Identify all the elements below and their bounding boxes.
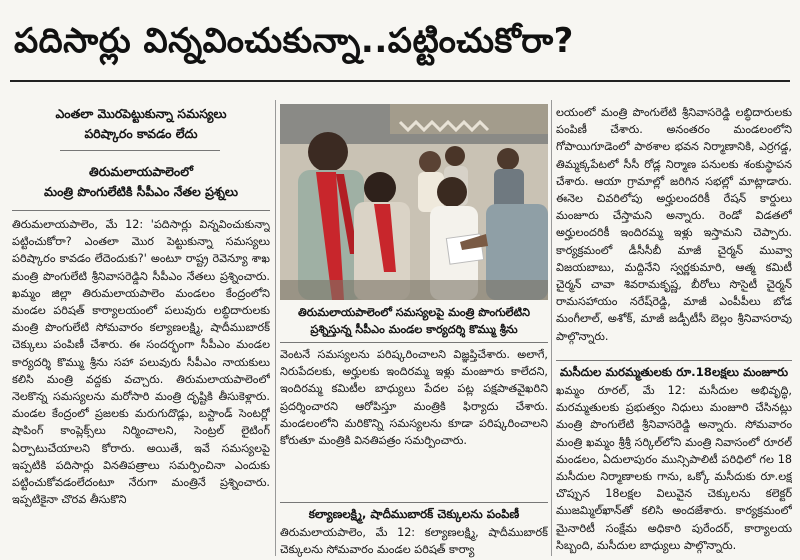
cheques-subhead: కల్యాణలక్ష్మి, షాదీముబారక్ చెక్కులను పంపిణీ [308,507,520,521]
subhead [12,162,270,202]
caption-line-1: తిరుమలాయపాలెంలో సమస్యలపై మంత్రి పొంగులేటిని [298,306,530,319]
right-subhead-rule [556,360,792,361]
column-rule-1 [275,100,276,556]
subhead-divider [12,210,270,211]
middle-body-text: వెంటనే సమస్యలను పరిష్కరించాలని విజ్ఞప్తిచేశారు. అలాగే, నిరుపేదలకు, అర్హులకు ఇందిరమ్మ ఇళ్లు మంజూరు కాలేదని, ఇందిరమ్మ కమిటీల బాధ్యులు పేదల పట్ల పక్షపాతవైఖరిని ప్రదర్శించారని ఆరోపిస్తూ మంత్రికి ఫిర్యాదు చేశారు. మండలంలోని మరికొన్ని సమస్యలను కూడా పరిష్కరించాలని కోరుతూ మంత్రికి వినతిపత్రం సమర్పించారు. [280,348,548,448]
headline: పదిసార్లు విన్నవించుకున్నా..పట్టించుకోరా? [14,21,574,61]
caption-divider [280,342,548,343]
middle-subhead-rule [280,502,548,503]
photo-caption [280,304,548,338]
left-body-text: తిరుమలాయపాలెం, మే 12: 'పదిసార్లు విన్నవించుకున్నా పట్టించుకోరా? ఎంతలా మొర పెట్టుకున్నా సమస్యలు పరిష్కారం కావడం లేదెందుకు?' అంటూ రాష్ట్ర రెవెన్యూ శాఖ మంత్రి పొంగులేటి శ్రీనివాసరెడ్డిని సీపీఎం నేతలు ప్రశ్నించారు. ఖమ్మం జిల్లా తిరుమలాయపాలెం మండలం కేంద్రంలోని మండల పరిషత్ కార్యాలయంలో పలువురు లబ్ధిదారులకు మంత్రి పొంగులేటి సోమవారం కల్యాణలక్ష్మి, షాదీముబారక్ చెక్కులు పంపిణీ చేశారు. ఈ సందర్భంగా సీపీఎం మండల కార్యదర్శి కొమ్ము శ్రీను సహా పలువురు సీపీఎం నాయకులు కలిసి మంత్రి వద్దకు వచ్చారు. తిరుమలాయపాలెంలో నెలకొన్న సమస్యలను మరోసారి మంత్రి దృష్టికి తీసుకెళ్లారు. మండల కేంద్రంలో ప్రజలకు మరుగుదొడ్లు, బస్టాండ్ సెంటర్లో షాపింగ్ కాంప్లెక్స్‌లు నిర్మించాలని, సెంట్రల్ లైటింగ్ ఏర్పాటుచేయాలని కోరారు. అయితే, ఇవే సమస్యలపై ఇప్పటికి పదిసార్లు వినతిపత్రాలు సమర్పించినా ఎందుకు పట్టించుకోవడంలేదంటూ నేరుగా మంత్రినే ప్రశ్నించారు. ఇప్పటికైనా చొరవ తీసుకొని [12,218,270,507]
middle-body-text-2: తిరుమలాయపాలెం, మే 12: కల్యాణలక్ష్మి, షాదీముబారక్ చెక్కులను సోమవారం మండల పరిషత్ కార్యా [280,526,548,557]
photo-illustration [280,104,548,300]
deck [12,104,270,144]
subhead-line-2: మంత్రి పొంగులేటికి సీపీఎం నేతల ప్రశ్నలు [43,184,238,199]
deck-line-1: ఎంతలా మొరపెట్టుకున్నా సమస్యలు [55,106,227,121]
headline-rule [10,80,790,82]
deck-divider [60,150,220,151]
subhead-line-1: తిరుమలాయపాలెంలో [89,164,193,179]
caption-line-2: ప్రశ్నిస్తున్న సీపీఎం మండల కార్యదర్శి కొమ్ము శ్రీను [310,323,518,336]
deck-line-2: పరిష్కారం కావడం లేదు [84,126,198,141]
right-body-text-2: ఖమ్మం రూరల్, మే 12: మసీదుల అభివృద్ధి, మరమ్మతులకు ప్రభుత్వం నిధులు మంజూరి చేసినట్లు మంత్రి పొంగులేటి శ్రీనివాసరెడ్డి అన్నారు. సోమవారం మంత్రి ఖమ్మం శ్రీశ్రీ సర్కిల్‌లోని మంత్రి నివాసంలో రూరల్ మండలం, ఏదులాపురం మున్సిపాలిటీ పరిధిలో గల 18 మసీదుల నిర్మాణాలకు గాను, ఒక్కో మసీదుకు రూ.లక్ష చొప్పున 18లక్షల విలువైన చెక్కులను కలెక్టర్ ముజమ్మిల్‌ఖాన్‌తో కలిసి అందజేశారు. కార్యక్రమంలో మైనారిటీ సంక్షేమ అధికారి పురేందర్, కార్యాలయ సిబ్బంది, మసీదుల బాధ్యులు పాల్గొన్నారు. [556,384,792,552]
mosque-subhead: మసీదుల మరమ్మతులకు రూ.18లక్షలు మంజూరు [559,365,789,379]
news-photo [280,104,548,300]
column-rule-2 [551,100,552,556]
right-body-text: లయంలో మంత్రి పొంగులేటి శ్రీనివాసరెడ్డి లబ్ధిదారులకు పంపిణీ చేశారు. అనంతరం మండలంలోని గోపాయిగూడెంలో పాఠశాల భవన నిర్మాణానికి, ఎర్రగడ్డ, తిమ్మక్కపేటలో సీసీ రోడ్ల నిర్మాణ పనులకు శంకుస్థాపన చేశారు. ఆయా గ్రామాల్లో జరిగిన సభల్లో మాట్లాడారు. ఈనెల చివరిలోపు అర్హులందరికీ రేషన్ కార్డులు మంజూరు చేస్తామని అన్నారు. రెండో విడతలో అర్హులందరికీ ఇందిరమ్మ ఇళ్లు ఇస్తామని చెప్పారు. కార్యక్రమంలో డీసీసీబీ మాజీ చైర్మన్ మువ్వా విజయబాబు, మద్దినేని స్వర్ణకుమారి, ఆత్మ కమిటీ చైర్మన్ చావా శివరామకృష్ణ, బీరోలు సొసైటీ చైర్మన్ రామసహాయం నరేష్‌రెడ్డి, మాజీ ఎంపీపీలు బోడ మంగీలాల్, అశోక్, మాజీ జడ్పీటీసీ బెల్లం శ్రీనివాసరావు పాల్గొన్నారు. [556,106,792,343]
